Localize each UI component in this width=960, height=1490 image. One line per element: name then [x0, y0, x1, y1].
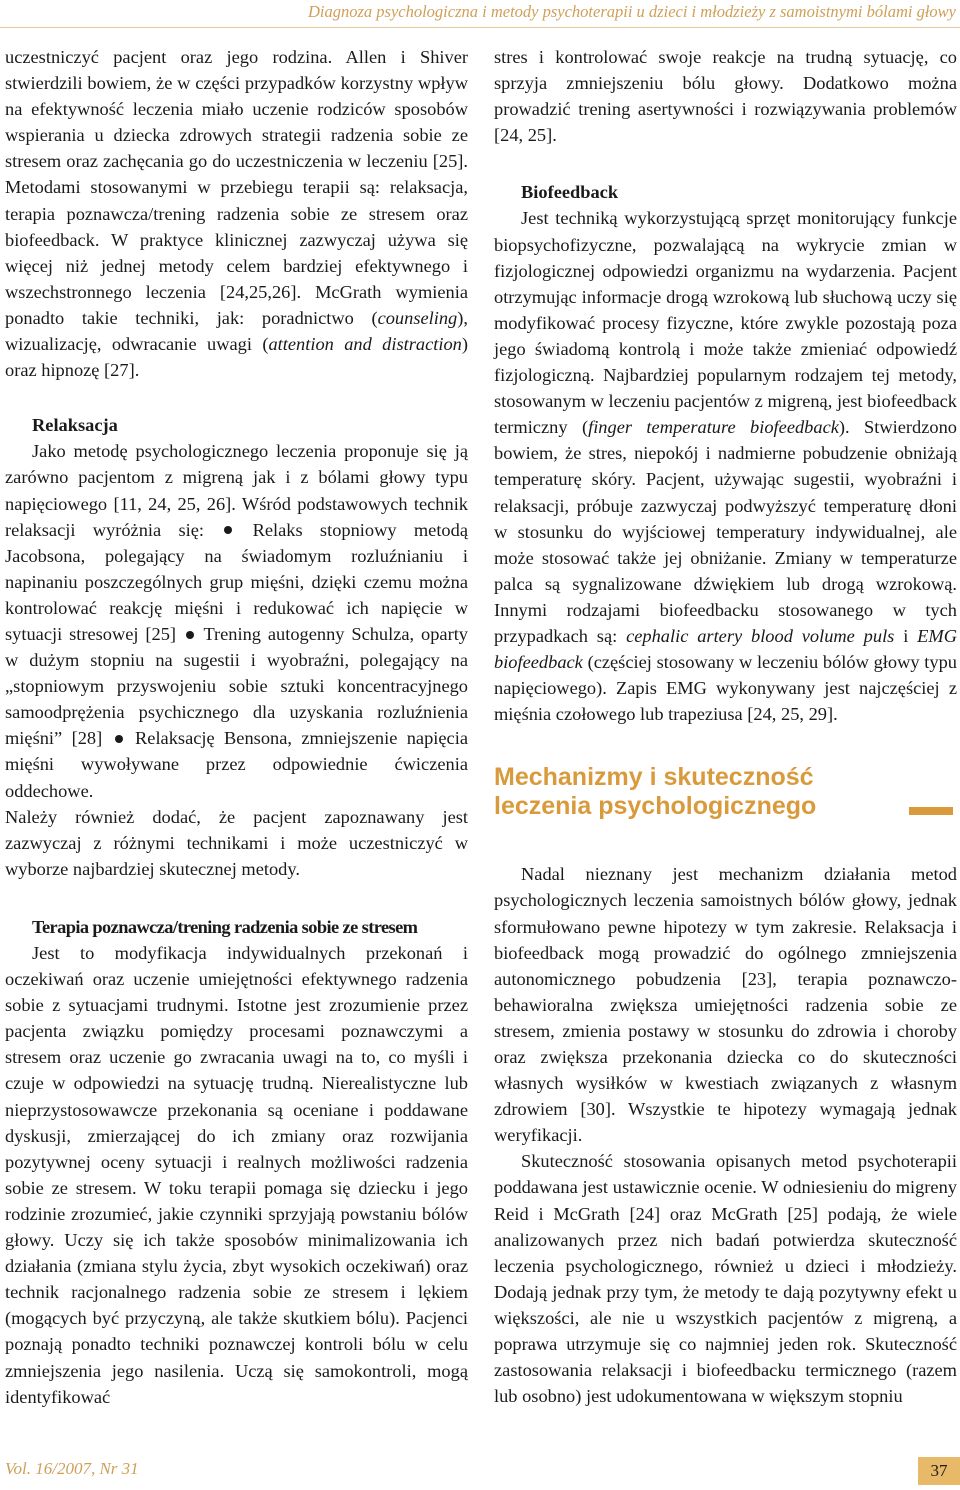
paragraph-relaksacja-note: Należy również dodać, że pacjent zapoznawany jest zazwyczaj z różnymi technikami i może uczestniczyć w wyborze najbardziej skutecznej metody. — [5, 806, 468, 879]
section-title: Mechanizmy i skuteczność leczenia psychologicznego — [494, 763, 957, 821]
paragraph-biofeedback: Jest techniką wykorzystującą sprzęt monitorujący funkcje biopsychofizyczne, pozwalającą na wykrycie zmian w fizjologicznej odpowiedzi organizmu na wydarzenia. Pacjent otrzymując informacje drogą wzrokową lub słuchową uczy się modyfikować procesy fizyczne, które zwykle pozostają poza jego świadomą kontrolą i może także zmieniać odpowiedź fizjologiczną. Najbardziej popularnym rodzajem tej metody, stosowanym w leczeniu pacjentów z migreną, jest biofeedback termiczny (finger temperature biofeedback). Stwierdzono bowiem, że stres, niepokój i nadmierne pobudzenie obniżają temperaturę skóry. Pacjent, używając sugestii, wyobraźni i relaksacji, próbuje zazwyczaj podwyższyć temperaturę dłoni w stosunku do wyjściowej temperatury indywidualnej, ale może stosować także jej obniżanie. Zmiany w temperaturze palca są sygnalizowane dźwiękiem lub drogą wzrokową. Innymi rodzajami biofeedbacku stosowanego w tych przypadkach są: cephalic artery blood volume puls i EMG biofeedback (częściej stosowany w leczeniu bólów głowy typu napięciowego). Zapis EMG wykonywany jest najczęściej z mięśnia czołowego lub trapeziusa [24, 25, 29]. — [494, 208, 958, 725]
paragraph-continued: stres i kontrolować swoje reakcje na trudną sytuację, co sprzyja zmniejszeniu bólu głowy. Dodatkowo można prowadzić trening asertywności i rozwiązywania problemów [24, 25]. — [494, 47, 957, 146]
paragraph-skutecznosc: Skuteczność stosowania opisanych metod psychoterapii poddawana jest ustawicznie ocenie. W odniesieniu do migreny Reid i McGrath [24] oraz McGrath [25] podają, że wiele analizowanych przez nich badań potwierdza skuteczność leczenia psychologicznego, również u dzieci i młodzieży. Dodają jednak przy tym, że metody te dają pozytywny efekt u większości, ale nie u wszystkich pacjentów z migreną, a poprawa utrzymuje się co najmniej jeden rok. Skuteczność zastosowania relaksacji i biofeedbacku termicznego (razem lub osobno) jest udokumentowana w większym stopniu — [494, 1151, 957, 1407]
header-rule — [0, 27, 960, 28]
left-column — [5, 44, 468, 1410]
bullet-icon — [224, 526, 232, 534]
title-accent-bar — [909, 807, 953, 815]
paragraph-relaksacja: Jako metodę psychologicznego leczenia proponuje się ją zarówno pacjentom z migreną jak i z bólami głowy typu napięciowego [11, 24, 25, 26]. Wśród podstawowych technik relaksacji wyróżnia się: Relaks stopniowy metodą Jacobsona, polegający na świadomym rozluźnianiu i napinaniu poszczególnych grup mięśni, dzięki czemu można kontrolować reakcję mięśni i redukować ich napięcie w sytuacji stresowej [25] Trening autogenny Schulza, oparty w dużym stopniu na sugestii i wyobraźni, polegający na „stopniowym przyswojeniu sobie sztuki koncentracyjnego samoodprężenia psychicznego dla uzyskania rozluźnienia mięśni” [28] Relaksację Bensona, zmniejszenie napięcia mięśni wywoływane przez odpowiednie ćwiczenia oddechowe. — [5, 441, 468, 801]
page-number: 37 — [918, 1457, 960, 1485]
heading-terapia-poznawcza: Terapia poznawcza/trening radzenia sobie ze stresem — [32, 916, 418, 937]
right-column — [494, 44, 957, 1409]
bullet-icon — [115, 735, 123, 743]
footer-volume: Vol. 16/2007, Nr 31 — [5, 1459, 139, 1478]
paragraph-terapia-poznawcza: Jest to modyfikacja indywidualnych przekonań i oczekiwań oraz uczenie umiejętności efektywnego radzenia sobie z sytuacjami trudnymi. Istotne jest zrozumienie przez pacjenta związku pomiędzy procesami poznawczymi a stresem oraz uczenie go zwracania uwagi na to, co myśli i czuje w odpowiedzi na sytuację trudną. Nierealistyczne lub nieprzystosowawcze przekonania są oceniane i poddawane dyskusji, zmierzającej do ich zmiany oraz rozwijania pozytywnej oceny sytuacji i realnych możliwości radzenia sobie ze stresem. W toku terapii pomaga się dziecku i jego rodzinie zrozumieć, jakie czynniki sprzyjają powstaniu bólów głowy. Uczy się ich także sposobów minimalizowania ich działania (zmiana stylu życia, zbyt wysokich oczekiwań) oraz technik racjonalnego radzenia sobie ze stresem i lękiem (mogących być przyczyną, ale także skutkiem bólu). Pacjenci poznają ponadto techniki poznawczej kontroli bólu w celu zmniejszenia jego nasilenia. Uczą się samokontroli, mogą identyfikować — [5, 943, 468, 1407]
paragraph-intro: uczestniczyć pacjent oraz jego rodzina. Allen i Shiver stwierdzili bowiem, że w części przypadków korzystny wpływ na efektywność leczenia miało uczenie rodziców sposobów wspierania u dziecka zdrowych strategii radzenia sobie ze stresem oraz zachęcania go do uczestniczenia w leczeniu [25]. Metodami stosowanymi w przebiegu terapii są: relaksacja, terapia poznawcza/trening radzenia sobie ze stresem oraz biofeedback. W praktyce klinicznej zazwyczaj używa się więcej niż jednej metody celem bardziej efektywnego i wszechstronnego leczenia [24,25,26]. McGrath wymienia ponadto takie techniki, jak: poradnictwo (counseling), wizualizację, odwracanie uwagi (attention and distraction) oraz hipnozę [27]. — [5, 47, 468, 381]
bullet-icon — [186, 631, 194, 639]
heading-relaksacja: Relaksacja — [32, 415, 118, 436]
paragraph-mechanizmy: Nadal nieznany jest mechanizm działania metod psychologicznych leczenia samoistnych bólów głowy, jednak sformułowano pewne hipotezy w tym zakresie. Relaksacja i biofeedback mogą prowadzić do ogólnego zmniejszenia autonomicznego pobudzenia [23], terapia poznawczo-behawioralna zwiększa umiejętności radzenia sobie ze stresem, zmienia postawy w stosunku do zdrowia i choroby oraz zwiększa przekonania dziecka co do skuteczności własnych wysiłków w kwestiach związanych z własnym zdrowiem [30]. Wszystkie te hipotezy wymagają jednak weryfikacji. — [494, 864, 957, 1146]
heading-biofeedback: Biofeedback — [521, 182, 619, 203]
running-head: Diagnoza psychologiczna i metody psychoterapii u dzieci i młodzieży z samoistnymi bólami głowy — [307, 2, 956, 21]
